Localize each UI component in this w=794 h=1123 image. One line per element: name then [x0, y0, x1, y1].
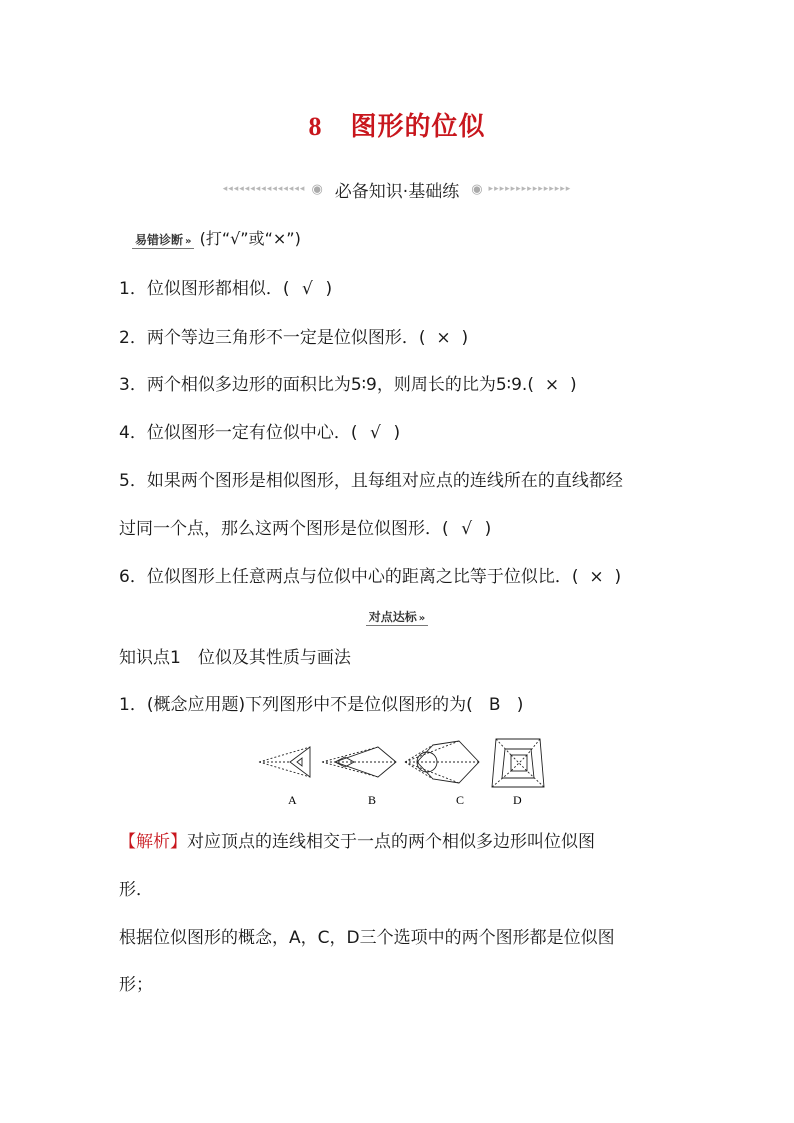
judgment-answer: √: [370, 423, 381, 443]
figure-label-d: D: [513, 793, 522, 807]
title-number: 8: [308, 112, 323, 141]
analysis-line3: 根据位似图形的概念，A，C，D三个选项中的两个图形都是位似图: [119, 928, 615, 948]
figure-b: [322, 747, 396, 777]
section2-header: [0, 606, 794, 625]
judgment-close: ): [325, 279, 333, 299]
judgment-close: ): [569, 375, 577, 395]
banner-right-dots: ▸▸▸▸▸▸▸▸▸▸▸▸▸▸▸: [488, 184, 572, 194]
homothety-figures: [255, 733, 555, 813]
judgment-text: 3．两个相似多边形的面积比为5∶9，则周长的比为5∶9.(: [119, 375, 534, 395]
banner-right-ring-icon: ◉: [471, 181, 483, 197]
figure-c: [405, 741, 479, 783]
page-title: [0, 106, 794, 143]
judgment-text: 过同一个点，那么这两个图形是位似图形．(: [119, 519, 449, 539]
banner-title: 必备知识·基础练: [334, 181, 460, 202]
analysis-text: 对应顶点的连线相交于一点的两个相似多边形叫位似图: [187, 832, 595, 852]
judgment-item: [119, 274, 332, 299]
figure-label-b: B: [368, 793, 377, 807]
judgment-item: [119, 323, 468, 348]
judgment-close: ): [393, 423, 401, 443]
question-answer: B: [488, 695, 501, 715]
judgment-text: 2．两个等边三角形不一定是位似图形．(: [119, 328, 426, 348]
judgment-text: 1．位似图形都相似．(: [119, 279, 290, 299]
judgment-text: 5．如果两个图形是相似图形，且每组对应点的连线所在的直线都经: [119, 471, 623, 491]
figure-a: [259, 747, 310, 777]
question-1: [119, 690, 523, 715]
analysis-line2: 形．: [119, 880, 153, 900]
judgment-item: [119, 562, 621, 587]
judgment-text: 4．位似图形一定有位似中心．(: [119, 423, 358, 443]
judgment-answer: ×: [436, 328, 451, 348]
judgment-item-line2: [119, 514, 491, 539]
judgment-answer: √: [461, 519, 473, 539]
banner-left-ring-icon: ◉: [311, 181, 323, 197]
analysis-line1: [119, 827, 595, 852]
judgment-close: ): [461, 328, 469, 348]
judgment-close: ): [484, 519, 492, 539]
banner-left-dots: ◂◂◂◂◂◂◂◂◂◂◂◂◂◂◂: [222, 184, 306, 194]
section1-tag-label: 易错诊断: [135, 233, 184, 247]
knowledge-point-heading: 知识点1 位似及其性质与画法: [119, 648, 351, 668]
judgment-answer: ×: [589, 567, 604, 587]
title-text: 图形的位似: [350, 112, 486, 142]
section2-tag-label: 对点达标: [368, 610, 417, 624]
judgment-answer: √: [302, 279, 313, 299]
judgment-text: 6．位似图形上任意两点与位似中心的距离之比等于位似比．(: [119, 567, 579, 587]
question-close: ): [516, 695, 524, 715]
figure-label-a: A: [288, 793, 297, 807]
judgment-item: [119, 418, 400, 443]
question-text: 1．(概念应用题)下列图形中不是位似图形的为(: [119, 695, 473, 715]
chevron-right-icon: »: [185, 236, 192, 247]
analysis-line4: 形；: [119, 975, 153, 995]
section1-tag: [132, 233, 194, 249]
judgment-close: ): [614, 567, 622, 587]
judgment-answer: ×: [544, 375, 560, 395]
analysis-label: 【解析】: [119, 832, 187, 852]
judgment-item: [119, 370, 577, 395]
section1-header: [132, 226, 301, 249]
chevron-right-icon: »: [418, 613, 426, 624]
section2-tag: [366, 610, 428, 626]
figure-label-c: C: [456, 793, 465, 807]
figure-d: [492, 739, 544, 787]
section1-instruction: (打“√”或“×”): [199, 229, 301, 248]
section-banner: [0, 176, 794, 202]
judgment-item-line1: [119, 466, 623, 491]
